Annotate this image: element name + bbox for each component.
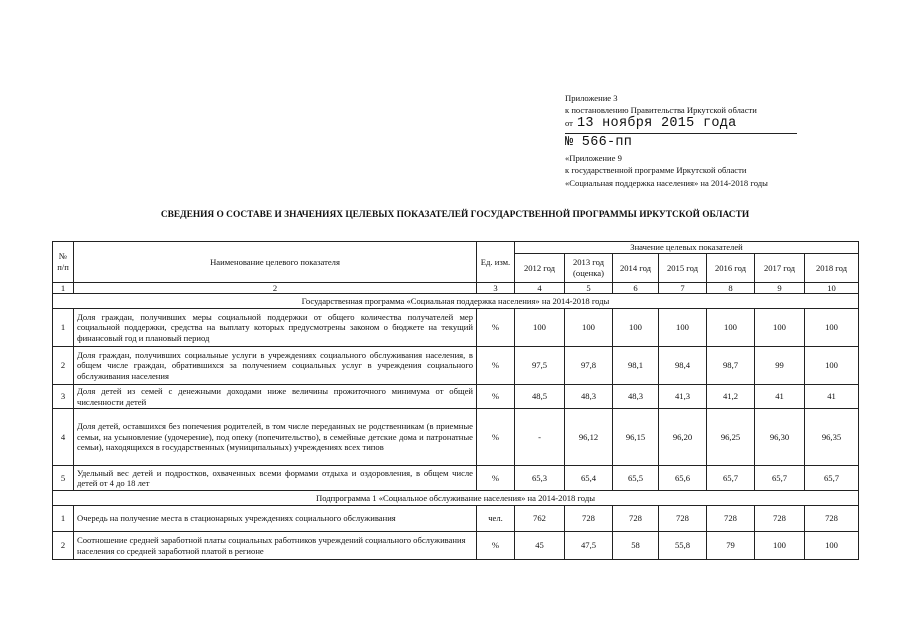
value-cell: 728 [805, 506, 859, 532]
row-number: 2 [53, 347, 74, 385]
value-cell: 48,3 [613, 385, 659, 409]
index-cell: 3 [477, 283, 515, 294]
value-cell: 96,35 [805, 409, 859, 466]
value-cell: 41 [755, 385, 805, 409]
indicator-name: Доля детей из семей с денежными доходами ниже величины прожиточного минимума от общей численности детей [74, 385, 477, 409]
value-cell: 728 [613, 506, 659, 532]
value-cell: 65,6 [659, 466, 707, 491]
indicator-row [53, 506, 859, 532]
row-number: 3 [53, 385, 74, 409]
index-cell: 8 [707, 283, 755, 294]
value-cell: 100 [755, 309, 805, 347]
value-cell: 58 [613, 532, 659, 560]
program-name: «Социальная поддержка населения» на 2014-2018 годы [565, 177, 768, 188]
value-cell: 65,5 [613, 466, 659, 491]
value-cell: 55,8 [659, 532, 707, 560]
year-header: 2013 год (оценка) [565, 254, 613, 283]
index-cell: 1 [53, 283, 74, 294]
value-cell: 96,30 [755, 409, 805, 466]
row-number: 1 [53, 309, 74, 347]
resolution-date: 13 ноября 2015 года [576, 115, 737, 131]
year-header: 2017 год [755, 254, 805, 283]
unit-cell: % [477, 347, 515, 385]
value-cell: 79 [707, 532, 755, 560]
value-cell: 100 [565, 309, 613, 347]
value-cell: 99 [755, 347, 805, 385]
section-title: Подпрограмма 1 «Социальное обслуживание населения» на 2014-2018 годы [53, 491, 859, 506]
value-cell: 98,7 [707, 347, 755, 385]
year-header: 2016 год [707, 254, 755, 283]
indicator-row [53, 532, 859, 560]
unit-cell: % [477, 309, 515, 347]
appendix9-label: «Приложение 9 [565, 152, 622, 163]
value-cell: 47,5 [565, 532, 613, 560]
value-cell: 65,7 [805, 466, 859, 491]
value-cell: 48,5 [515, 385, 565, 409]
value-cell: 100 [805, 532, 859, 560]
section-row [53, 294, 859, 309]
row-number: 4 [53, 409, 74, 466]
value-cell: 100 [755, 532, 805, 560]
value-cell: 65,3 [515, 466, 565, 491]
value-cell: 98,1 [613, 347, 659, 385]
value-cell: 728 [755, 506, 805, 532]
appendix-label: Приложение 3 [565, 93, 618, 103]
resolution-number: № 566-пп [565, 134, 633, 150]
indicator-name: Очередь на получение места в стационарных учреждениях социального обслуживания [74, 506, 477, 532]
row-number: 5 [53, 466, 74, 491]
value-cell: 41,2 [707, 385, 755, 409]
indicator-name: Удельный вес детей и подростков, охваченных всеми формами отдыха и оздоровления, в общем числе детей от 4 до 18 лет [74, 466, 477, 491]
col-header-name: Наименование целевого показателя [74, 242, 477, 283]
row-number: 1 [53, 506, 74, 532]
year-header: 2012 год [515, 254, 565, 283]
value-cell: 96,15 [613, 409, 659, 466]
value-cell: 97,5 [515, 347, 565, 385]
date-line [565, 117, 797, 134]
value-cell: 100 [707, 309, 755, 347]
value-cell: 100 [805, 309, 859, 347]
date-prefix: от [565, 117, 573, 128]
unit-cell: % [477, 466, 515, 491]
value-cell: 100 [659, 309, 707, 347]
indicator-name: Соотношение средней заработной платы социальных работников учреждений социального обслуживания населения со средней заработной платой в регионе [74, 532, 477, 560]
value-cell: 100 [613, 309, 659, 347]
value-cell: 45 [515, 532, 565, 560]
unit-cell: % [477, 385, 515, 409]
year-header: 2018 год [805, 254, 859, 283]
value-cell: 41 [805, 385, 859, 409]
column-index-row [53, 283, 859, 294]
indicator-row [53, 409, 859, 466]
value-cell: 48,3 [565, 385, 613, 409]
value-cell: 96,12 [565, 409, 613, 466]
value-cell: 728 [659, 506, 707, 532]
unit-cell: чел. [477, 506, 515, 532]
unit-cell: % [477, 409, 515, 466]
program-ref: к государственной программе Иркутской области [565, 165, 747, 176]
year-header: 2015 год [659, 254, 707, 283]
value-cell: 41,3 [659, 385, 707, 409]
indicator-row [53, 347, 859, 385]
value-cell: 762 [515, 506, 565, 532]
index-cell: 7 [659, 283, 707, 294]
index-cell: 10 [805, 283, 859, 294]
value-cell: 728 [565, 506, 613, 532]
year-header: 2014 год [613, 254, 659, 283]
value-cell: 65,7 [755, 466, 805, 491]
appendix-header [565, 92, 825, 189]
indicator-row [53, 309, 859, 347]
index-cell: 5 [565, 283, 613, 294]
value-cell: 96,25 [707, 409, 755, 466]
index-cell: 4 [515, 283, 565, 294]
value-cell: 100 [515, 309, 565, 347]
resolution-ref: к постановлению Правительства Иркутской области [565, 105, 757, 116]
indicator-row [53, 385, 859, 409]
value-cell: 65,4 [565, 466, 613, 491]
section-title: Государственная программа «Социальная поддержка населения» на 2014-2018 годы [53, 294, 859, 309]
value-cell: 100 [805, 347, 859, 385]
value-cell: 98,4 [659, 347, 707, 385]
document-title: СВЕДЕНИЯ О СОСТАВЕ И ЗНАЧЕНИЯХ ЦЕЛЕВЫХ ПОКАЗАТЕЛЕЙ ГОСУДАРСТВЕННОЙ ПРОГРАММЫ ИРКУТСКОЙ ОБЛАСТИ [160, 210, 750, 220]
value-cell: 96,20 [659, 409, 707, 466]
value-cell: 97,8 [565, 347, 613, 385]
index-cell: 6 [613, 283, 659, 294]
col-header-num: № п/п [53, 242, 74, 283]
index-cell: 2 [74, 283, 477, 294]
unit-cell: % [477, 532, 515, 560]
index-cell: 9 [755, 283, 805, 294]
indicator-row [53, 466, 859, 491]
indicator-name: Доля граждан, получивших социальные услуги в учреждениях социального обслуживания населения, в общем числе граждан, обратившихся за получением социальных услуг в учреждения социального обслуживания населения [74, 347, 477, 385]
col-header-unit: Ед. изм. [477, 242, 515, 283]
indicator-name: Доля граждан, получивших меры социальной поддержки от общего количества получателей мер социальной поддержки, средства на выплату которых предусмотрены законом о бюджете на текущий финансовый год и плановый период [74, 309, 477, 347]
row-number: 2 [53, 532, 74, 560]
value-cell: - [515, 409, 565, 466]
section-row [53, 491, 859, 506]
value-cell: 65,7 [707, 466, 755, 491]
col-header-values: Значение целевых показателей [515, 242, 859, 254]
indicator-name: Доля детей, оставшихся без попечения родителей, в том числе переданных не родственникам (в приемные семьи, на усыновление (удочерение), под опеку (попечительство), в семейные детские дома и патронатные семьи), находящихся в государственных (муниципальных) учреждениях всех типов [74, 409, 477, 466]
value-cell: 728 [707, 506, 755, 532]
indicators-table [52, 241, 859, 560]
number-line [565, 134, 825, 152]
